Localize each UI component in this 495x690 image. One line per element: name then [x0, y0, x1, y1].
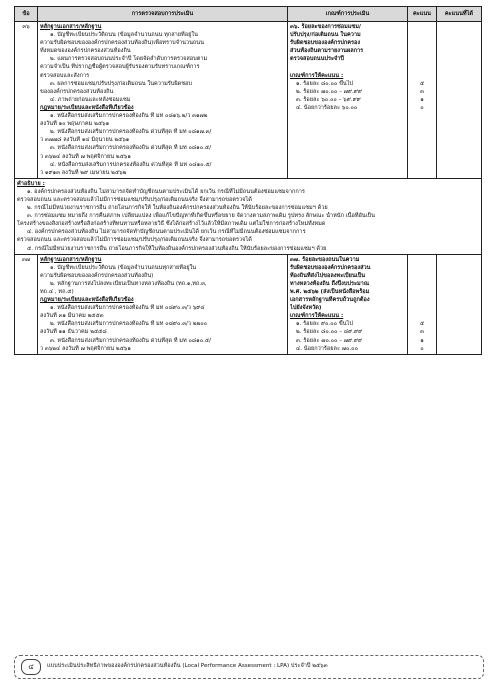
evaluation-line: ปรับปรุง/ก่อเติมถนน ในความ — [290, 32, 361, 39]
score-value: ๕ — [419, 321, 425, 328]
criteria-line: ๔. หนังสือกรมส่งเสริมการปกครองท้องถิ่น ด่วนที่สุด ที่ มท ๐๘๑๐.๕/ — [50, 161, 212, 168]
footer-text: แบบประเมินประสิทธิภาพขององค์กรปกครองส่วนท้องถิ่น (Local Performance Assessment : LPA) ประจำปี ๒๕๖๓ — [47, 663, 328, 669]
criteria-line: ๒. หลักฐานการส่งไปลงทะเบียนเป็นทางหลวงท้องถิ่น (ทถ.๑,ทถ.๓, — [50, 280, 207, 287]
item-36-number: ๓๖ — [15, 22, 38, 179]
criteria-line: ว ๑๙๑๓ ลงวันที่ ๒๙ เมษายน ๒๕๖๒ — [40, 169, 127, 176]
criteria-line: ขององค์กรปกครองส่วนท้องถิ่น — [40, 88, 114, 95]
criteria-line: ว ๓๖๒๔ ลงวันที่ ๗ พฤศจิกายน ๒๕๖๑ — [40, 153, 131, 160]
score-value: ๑ — [420, 96, 424, 103]
evaluation-line: ๔. น้อยกว่าร้อยละ ๖๐.๐๐ — [296, 104, 358, 111]
score-value: ๓ — [420, 329, 424, 336]
evaluation-line: ๑. ร้อยละ ๘๐.๐๐ ขึ้นไป — [296, 80, 354, 87]
criteria-line: ลงวันที่ ๑๑ ธันวาคม ๒๕๕๘ — [40, 329, 107, 336]
criteria-line: ๒. หนังสือกรมส่งเสริมการปกครองท้องถิ่น ด่วนที่สุด ที่ มท ๐๘๑๗.๓/ — [50, 129, 212, 136]
criteria-line: ๒. แผนการตรวจสอบถนนประจำปี โดยจัดลำดับการตรวจสอบตาม — [50, 56, 208, 63]
note-line: ตรวจสอบถนน และตรวจสอบแล้วไม่มีการซ่อมแซม/ปรับปรุง/ก่อเติมถนนจริง จึงสามารถขอตรวจได้ — [17, 196, 252, 203]
note-line: ๔. องค์กรปกครองส่วนท้องถิ่น ไม่สามารถจัดทำบัญชีถนนตามประเมินได้ ยกเว้น กรณีที่ไม่มีถนนต้องซ่อมแซมจากการ — [27, 229, 306, 236]
criteria-line: ลงวันที่ ๑๐ พฤษภาคม ๒๕๖๑ — [40, 121, 110, 128]
item-37-criteria — [38, 254, 288, 354]
header-got: คะแนนที่ได้ — [437, 7, 482, 22]
table-row-item-36 — [15, 22, 482, 179]
criteria-line: ว ๓๗๗๘ ลงวันที่ ๑๔ มิถุนายน ๒๕๖๑ — [40, 137, 130, 144]
item-37-score-lines — [410, 256, 434, 353]
item-36-criteria — [38, 22, 288, 179]
item-37-number: ๓๗ — [15, 254, 38, 354]
notes-title: คำอธิบาย : — [17, 180, 45, 187]
evaluation-line: ๒. ร้อยละ ๗๐.๐๐ – ๗๙.๙๙ — [296, 88, 362, 95]
criteria-line: ลงวันที่ ๓๑ มีนาคม ๒๕๕๓ — [40, 313, 104, 320]
evaluation-line: ตรวจสอบถนนประจำปี — [290, 56, 344, 63]
note-line: ๕. กรณีไม่มีหน่วยงานราชการอื่น ถ่ายโอนภารกิจให้ในท้องถิ่นองค์กรปกครองส่วนท้องถิ่น ให้นับร้อยละของการซ่อมแซมฯ ด้วย — [27, 245, 327, 252]
criteria-line: ๓. หนังสือกรมส่งเสริมการปกครองท้องถิ่น ด่วนที่สุด ที่ มท ๐๘๑๐.๕/ — [50, 145, 212, 152]
header-no: ข้อ — [15, 7, 38, 22]
item-37-scores — [408, 254, 437, 354]
evaluation-line: ๓๗. ร้อยละของถนนในความ — [290, 256, 360, 263]
evaluation-line: ส่วนท้องถิ่นตามรายงานผลการ — [290, 48, 364, 55]
criteria-line: กฎหมาย/ระเบียบและหนังสือที่เกี่ยวข้อง — [40, 104, 134, 111]
item-37-got-score — [437, 254, 482, 354]
evaluation-line: เอกสารหลักฐานที่ครบถ้วนถูกต้อง — [290, 297, 370, 304]
note-line: โครงสร้างของสิ่งก่อสร้างหรือสิ่งก่อสร้างที่ทนทานหรือหลายวิธี ซึ่งได้ก่อสร้างไว้แล้วให้มีสภาพเดิม แต่ไม่ใช่การก่อสร้างใหม่ทั้งหมด — [17, 221, 326, 228]
item-36-got-score — [437, 22, 482, 179]
criteria-line: ๑. หนังสือกรมส่งเสริมการปกครองท้องถิ่น ที่ มท ๐๘๑๖.๒/ว ๓๑๗๒ — [50, 113, 208, 120]
table-row-item-37 — [15, 254, 482, 354]
notes-row — [15, 178, 482, 254]
score-value: ๐ — [420, 345, 424, 352]
evaluation-line: ๓. ร้อยละ ๗๐.๐๐ – ๗๙.๙๙ — [296, 337, 363, 344]
criteria-line: หลักฐานเอกสาร/หลักฐาน — [40, 256, 102, 263]
evaluation-line: ไปยังจังหวัด) — [290, 305, 322, 312]
criteria-line: ๑. บัญชีทะเบียนประวัติถนน (ข้อมูลจำนวนถนน ทุกสายที่อยู่ใน — [50, 32, 198, 39]
criteria-line: ความรับผิดชอบขององค์กรปกครองส่วนท้องถิ่น) — [40, 272, 154, 279]
item-37-criteria-lines — [40, 256, 285, 353]
score-value: ๕ — [419, 80, 425, 87]
page-number-badge: ๔ — [21, 659, 41, 675]
item-36-evaluation — [288, 22, 408, 179]
note-line: ตรวจสอบถนน และตรวจสอบแล้วไม่มีการซ่อมแซม/ปรับปรุง/ก่อเติมถนนจริง จึงสามารถขอตรวจได้ — [17, 237, 252, 244]
evaluation-line: ทางหลวงท้องถิ่น ถึงปีงบประมาณ — [290, 280, 370, 287]
evaluation-line: ๒. ร้อยละ ๘๐.๐๐ – ๘๙.๙๙ — [296, 329, 363, 336]
note-line: ๑. องค์กรปกครองส่วนท้องถิ่น ไม่สามารถจัดทำบัญชีถนนตามประเมินได้ ยกเว้น กรณีที่ไม่มีถนนต้องซ่อมแซมจากการ — [27, 188, 305, 195]
item-36-scores — [408, 22, 437, 179]
evaluation-line: เกณฑ์การให้คะแนน : — [290, 313, 344, 320]
evaluation-line: ท้องถิ่นที่ส่งไปขอลงทะเบียนเป็น — [290, 272, 366, 279]
evaluation-line: ๔. น้อยกว่าร้อยละ ๗๐.๐๐ — [296, 345, 358, 352]
note-line: ๒. กรณีไม่มีหน่วยงานราชการอื่น ถ่ายโอนภารกิจให้ ในท้องถิ่นองค์กรปกครองส่วนท้องถิ่น ให้นับร้อยละของการซ่อมแซมฯ ด้วย — [27, 205, 328, 212]
table-header-row — [15, 7, 482, 22]
criteria-line: กฎหมาย/ระเบียบและหนังสือที่เกี่ยวข้อง — [40, 297, 134, 304]
criteria-line: ทั้งหมดขององค์กรปกครองส่วนท้องถิ่น — [40, 48, 131, 55]
criteria-line: ๓. หนังสือกรมส่งเสริมการปกครองท้องถิ่น ด่วนที่สุด ที่ มท ๐๘๑๐.๕/ — [50, 337, 212, 344]
evaluation-line: ๓๖. ร้อยละของการซ่อมแซม/ — [290, 24, 361, 30]
criteria-line: ๑. บัญชีทะเบียนประวัติถนน (ข้อมูลจำนวนถนนทุกสายที่อยู่ใน — [50, 264, 197, 271]
evaluation-line — [290, 63, 405, 71]
header-score: คะแนน — [408, 7, 437, 22]
score-value: ๓ — [420, 88, 424, 95]
score-value: ๑ — [420, 337, 424, 344]
evaluation-line: รับผิดชอบขององค์กรปกครอง — [290, 40, 361, 47]
note-line: ๓. การซ่อมแซม หมายถึง การคืนสภาพ เปลี่ยนแปลง เพื่อแก้ไขปัญหาที่เกิดขึ้นหรือขยาย จัดวางตามสภาพเดิม รูปทรง ลักษณะ น้ำหนัก เนื้อที่อันเป็น — [27, 213, 376, 220]
criteria-line: ตรวจสอบและสั่งการ — [40, 72, 90, 79]
evaluation-line: เกณฑ์การให้คะแนน : — [290, 72, 344, 79]
item-37-evaluation-lines — [290, 256, 405, 353]
item-37-evaluation — [288, 254, 408, 354]
assessment-table — [14, 6, 482, 355]
evaluation-line: ๑. ร้อยละ ๙๐.๐๐ ขึ้นไป — [296, 321, 353, 328]
criteria-line: ความจำเป็น ที่ปรากฏชื่อผู้ตรวจสอบผู้รับรองตามรับทราบเกณฑ์การ — [40, 64, 200, 71]
item-36-score-lines — [410, 23, 434, 112]
criteria-line: ว ๓๖๒๔ ลงวันที่ ๗ พฤศจิกายน ๒๕๖๑ — [40, 345, 131, 352]
criteria-line: ๑. หนังสือกรมส่งเสริมการปกครองท้องถิ่น ที่ มท ๐๘๙๐.๓/ว ๖๙๔ — [50, 305, 205, 312]
item-36-criteria-lines — [40, 23, 285, 177]
evaluation-line: พ.ศ. ๒๕๖๒ (ส่งเป็นหนังสือพร้อม — [290, 289, 370, 295]
criteria-line: ๔. ภาพถ่ายก่อนและหลังซ่อมแซม — [50, 96, 131, 103]
criteria-line: ๒. หนังสือกรมส่งเสริมการปกครองท้องถิ่น ที่ มท ๐๘๙๐.๓/ว ๒๒๐๐ — [50, 321, 208, 328]
header-evaluation: เกณฑ์การประเมิน — [288, 7, 408, 22]
notes-lines — [17, 188, 479, 253]
criteria-line: หลักฐานเอกสาร/หลักฐาน — [40, 24, 102, 30]
criteria-line: ความรับผิดชอบขององค์กรปกครองส่วนท้องถิ่น)เพื่อทราบจำนวนถนน — [40, 40, 204, 47]
item-36-evaluation-lines — [290, 23, 405, 112]
page-footer — [14, 655, 484, 679]
header-criteria: การตรวจสอบการประเมิน — [38, 7, 288, 22]
score-value: ๐ — [420, 104, 424, 111]
criteria-line: ทถ.๔ , ทถ.๕) — [40, 289, 74, 295]
evaluation-line: ๓. ร้อยละ ๖๐.๐๐ – ๖๙.๙๙ — [296, 96, 361, 103]
criteria-line: ๓. ผลการซ่อมแซม/ปรับปรุง/ก่อเติมถนน ในความรับผิดชอบ — [50, 80, 192, 87]
notes-cell — [15, 178, 482, 254]
evaluation-line: รับผิดชอบขององค์กรปกครองส่วน — [290, 264, 371, 271]
